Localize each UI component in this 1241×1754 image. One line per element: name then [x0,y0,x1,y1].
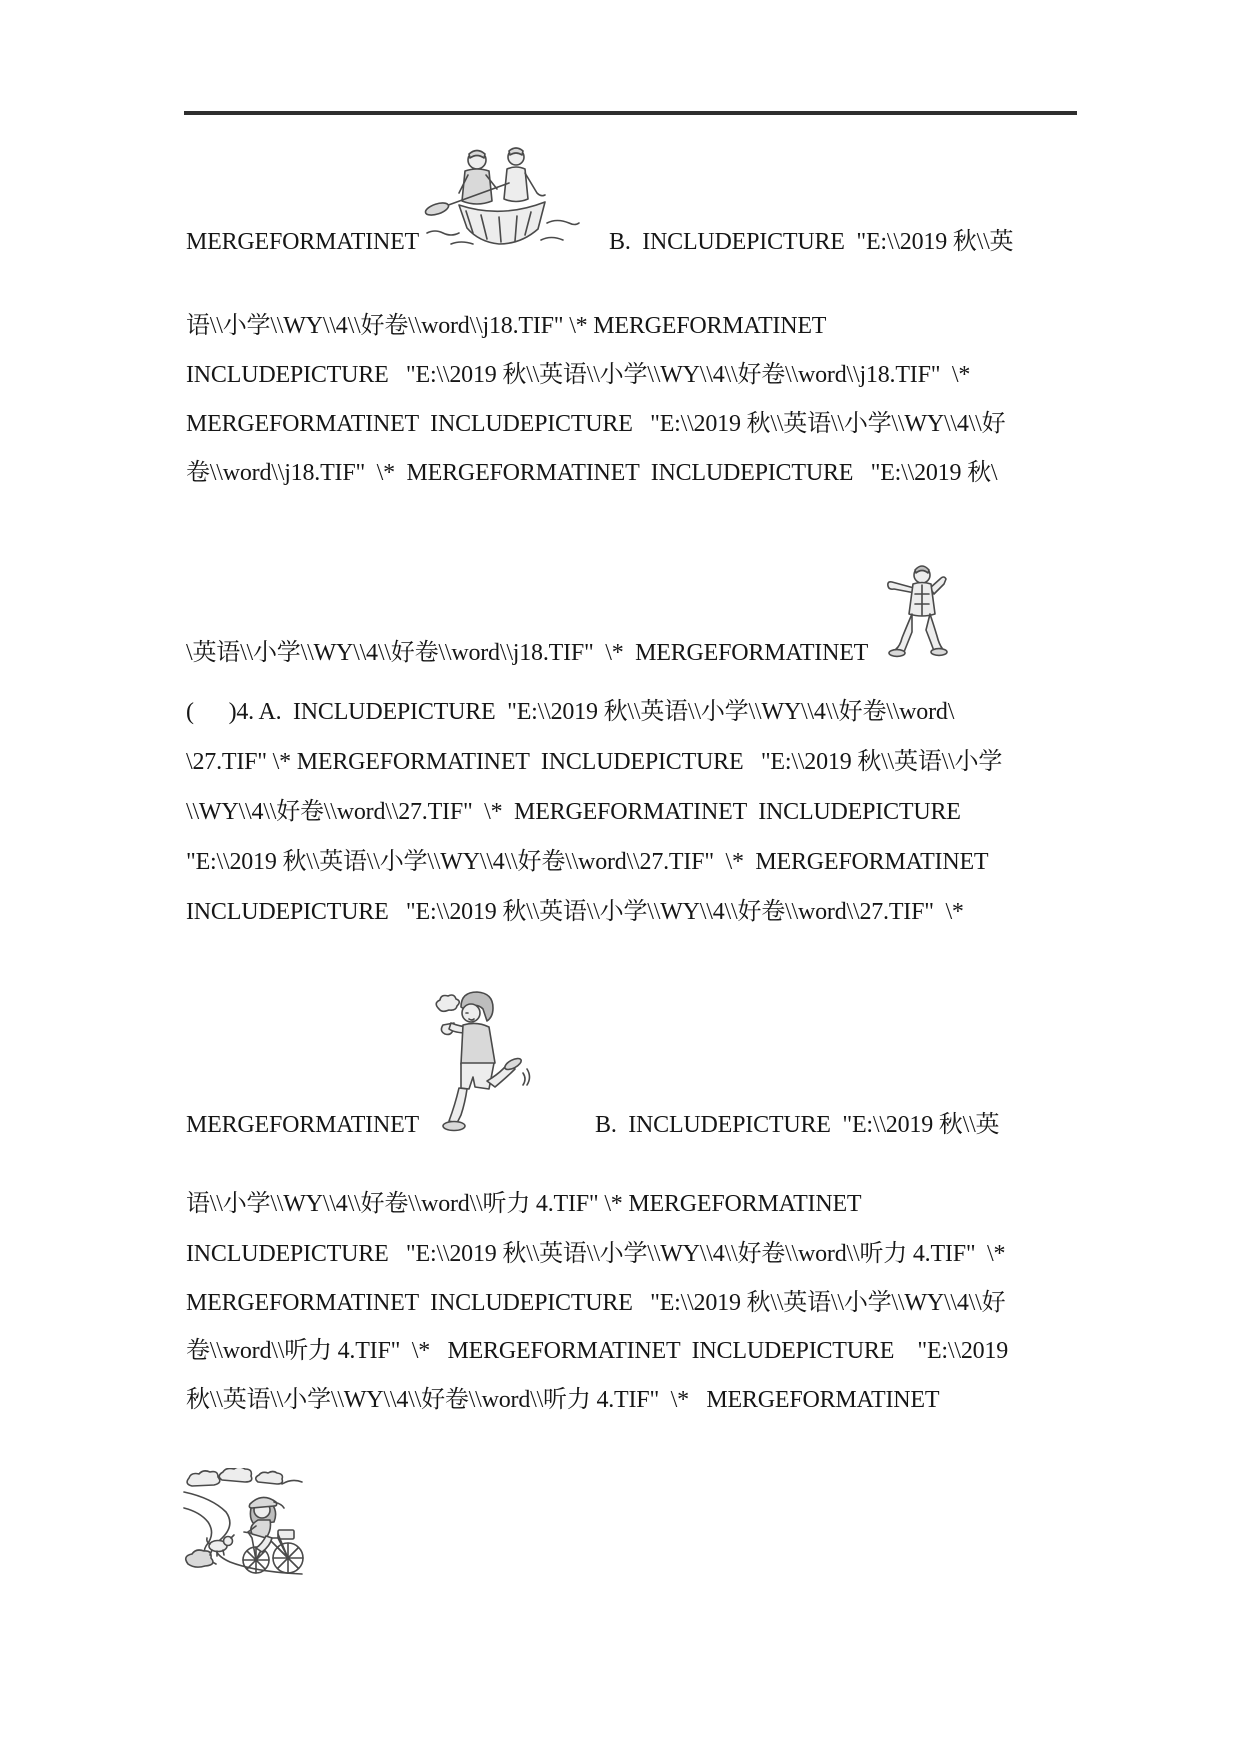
field-code-line-5: 卷\\word\\j18.TIF" \* MERGEFORMATINET INCLUDEPICTURE "E:\\2019 秋\ [186,460,998,486]
cycling-illustration-block [182,1468,310,1587]
rowing-boat-illustration [421,145,581,249]
field-code-line-11: INCLUDEPICTURE "E:\\2019 秋\\英语\\小学\\WY\\4\\好卷\\word\\27.TIF" \* [186,899,964,925]
field-code-text: B. INCLUDEPICTURE "E:\\2019 秋\\英 [609,229,1014,255]
field-code-line-13: 语\\小学\\WY\\4\\好卷\\word\\听力 4.TIF" \* MERGEFORMATINET [186,1191,862,1217]
field-code-line-3: INCLUDEPICTURE "E:\\2019 秋\\英语\\小学\\WY\\4\\好卷\\word\\j18.TIF" \* [186,362,971,388]
field-code-line-17: 秋\\英语\\小学\\WY\\4\\好卷\\word\\听力 4.TIF" \* MERGEFORMATINET [186,1387,940,1413]
top-divider-rule [184,111,1077,115]
field-code-text: MERGEFORMATINET [186,1112,420,1138]
field-code-text: B. INCLUDEPICTURE "E:\\2019 秋\\英 [595,1112,1000,1138]
field-code-line-10: "E:\\2019 秋\\英语\\小学\\WY\\4\\好卷\\word\\27.TIF" \* MERGEFORMATINET [186,849,989,875]
field-code-line-14: INCLUDEPICTURE "E:\\2019 秋\\英语\\小学\\WY\\4\\好卷\\word\\听力 4.TIF" \* [186,1241,1006,1267]
field-code-line-9: \\WY\\4\\好卷\\word\\27.TIF" \* MERGEFORMATINET INCLUDEPICTURE [186,799,961,825]
field-code-line-4: MERGEFORMATINET INCLUDEPICTURE "E:\\2019 秋\\英语\\小学\\WY\\4\\好 [186,411,1006,437]
field-code-text: MERGEFORMATINET [186,229,420,255]
cycling-girl-illustration [182,1468,310,1582]
field-code-line-2: 语\\小学\\WY\\4\\好卷\\word\\j18.TIF" \* MERGEFORMATINET [186,313,827,339]
field-code-line-15: MERGEFORMATINET INCLUDEPICTURE "E:\\2019 秋\\英语\\小学\\WY\\4\\好 [186,1290,1006,1316]
running-boy-illustration [423,989,531,1132]
field-code-line-1 [186,145,1013,254]
field-code-line-6 [186,562,954,665]
field-code-line-7: ( )4. A. INCLUDEPICTURE "E:\\2019 秋\\英语\\小学\\WY\\4\\好卷\\word\ [186,699,955,725]
field-code-line-12 [186,989,999,1137]
field-code-line-8: \27.TIF" \* MERGEFORMATINET INCLUDEPICTURE "E:\\2019 秋\\英语\\小学 [186,749,1003,775]
tai-chi-illustration [882,562,954,660]
field-code-line-16: 卷\\word\\听力 4.TIF" \* MERGEFORMATINET INCLUDEPICTURE "E:\\2019 [186,1338,1009,1364]
field-code-text: \英语\\小学\\WY\\4\\好卷\\word\\j18.TIF" \* MERGEFORMATINET [186,640,869,666]
